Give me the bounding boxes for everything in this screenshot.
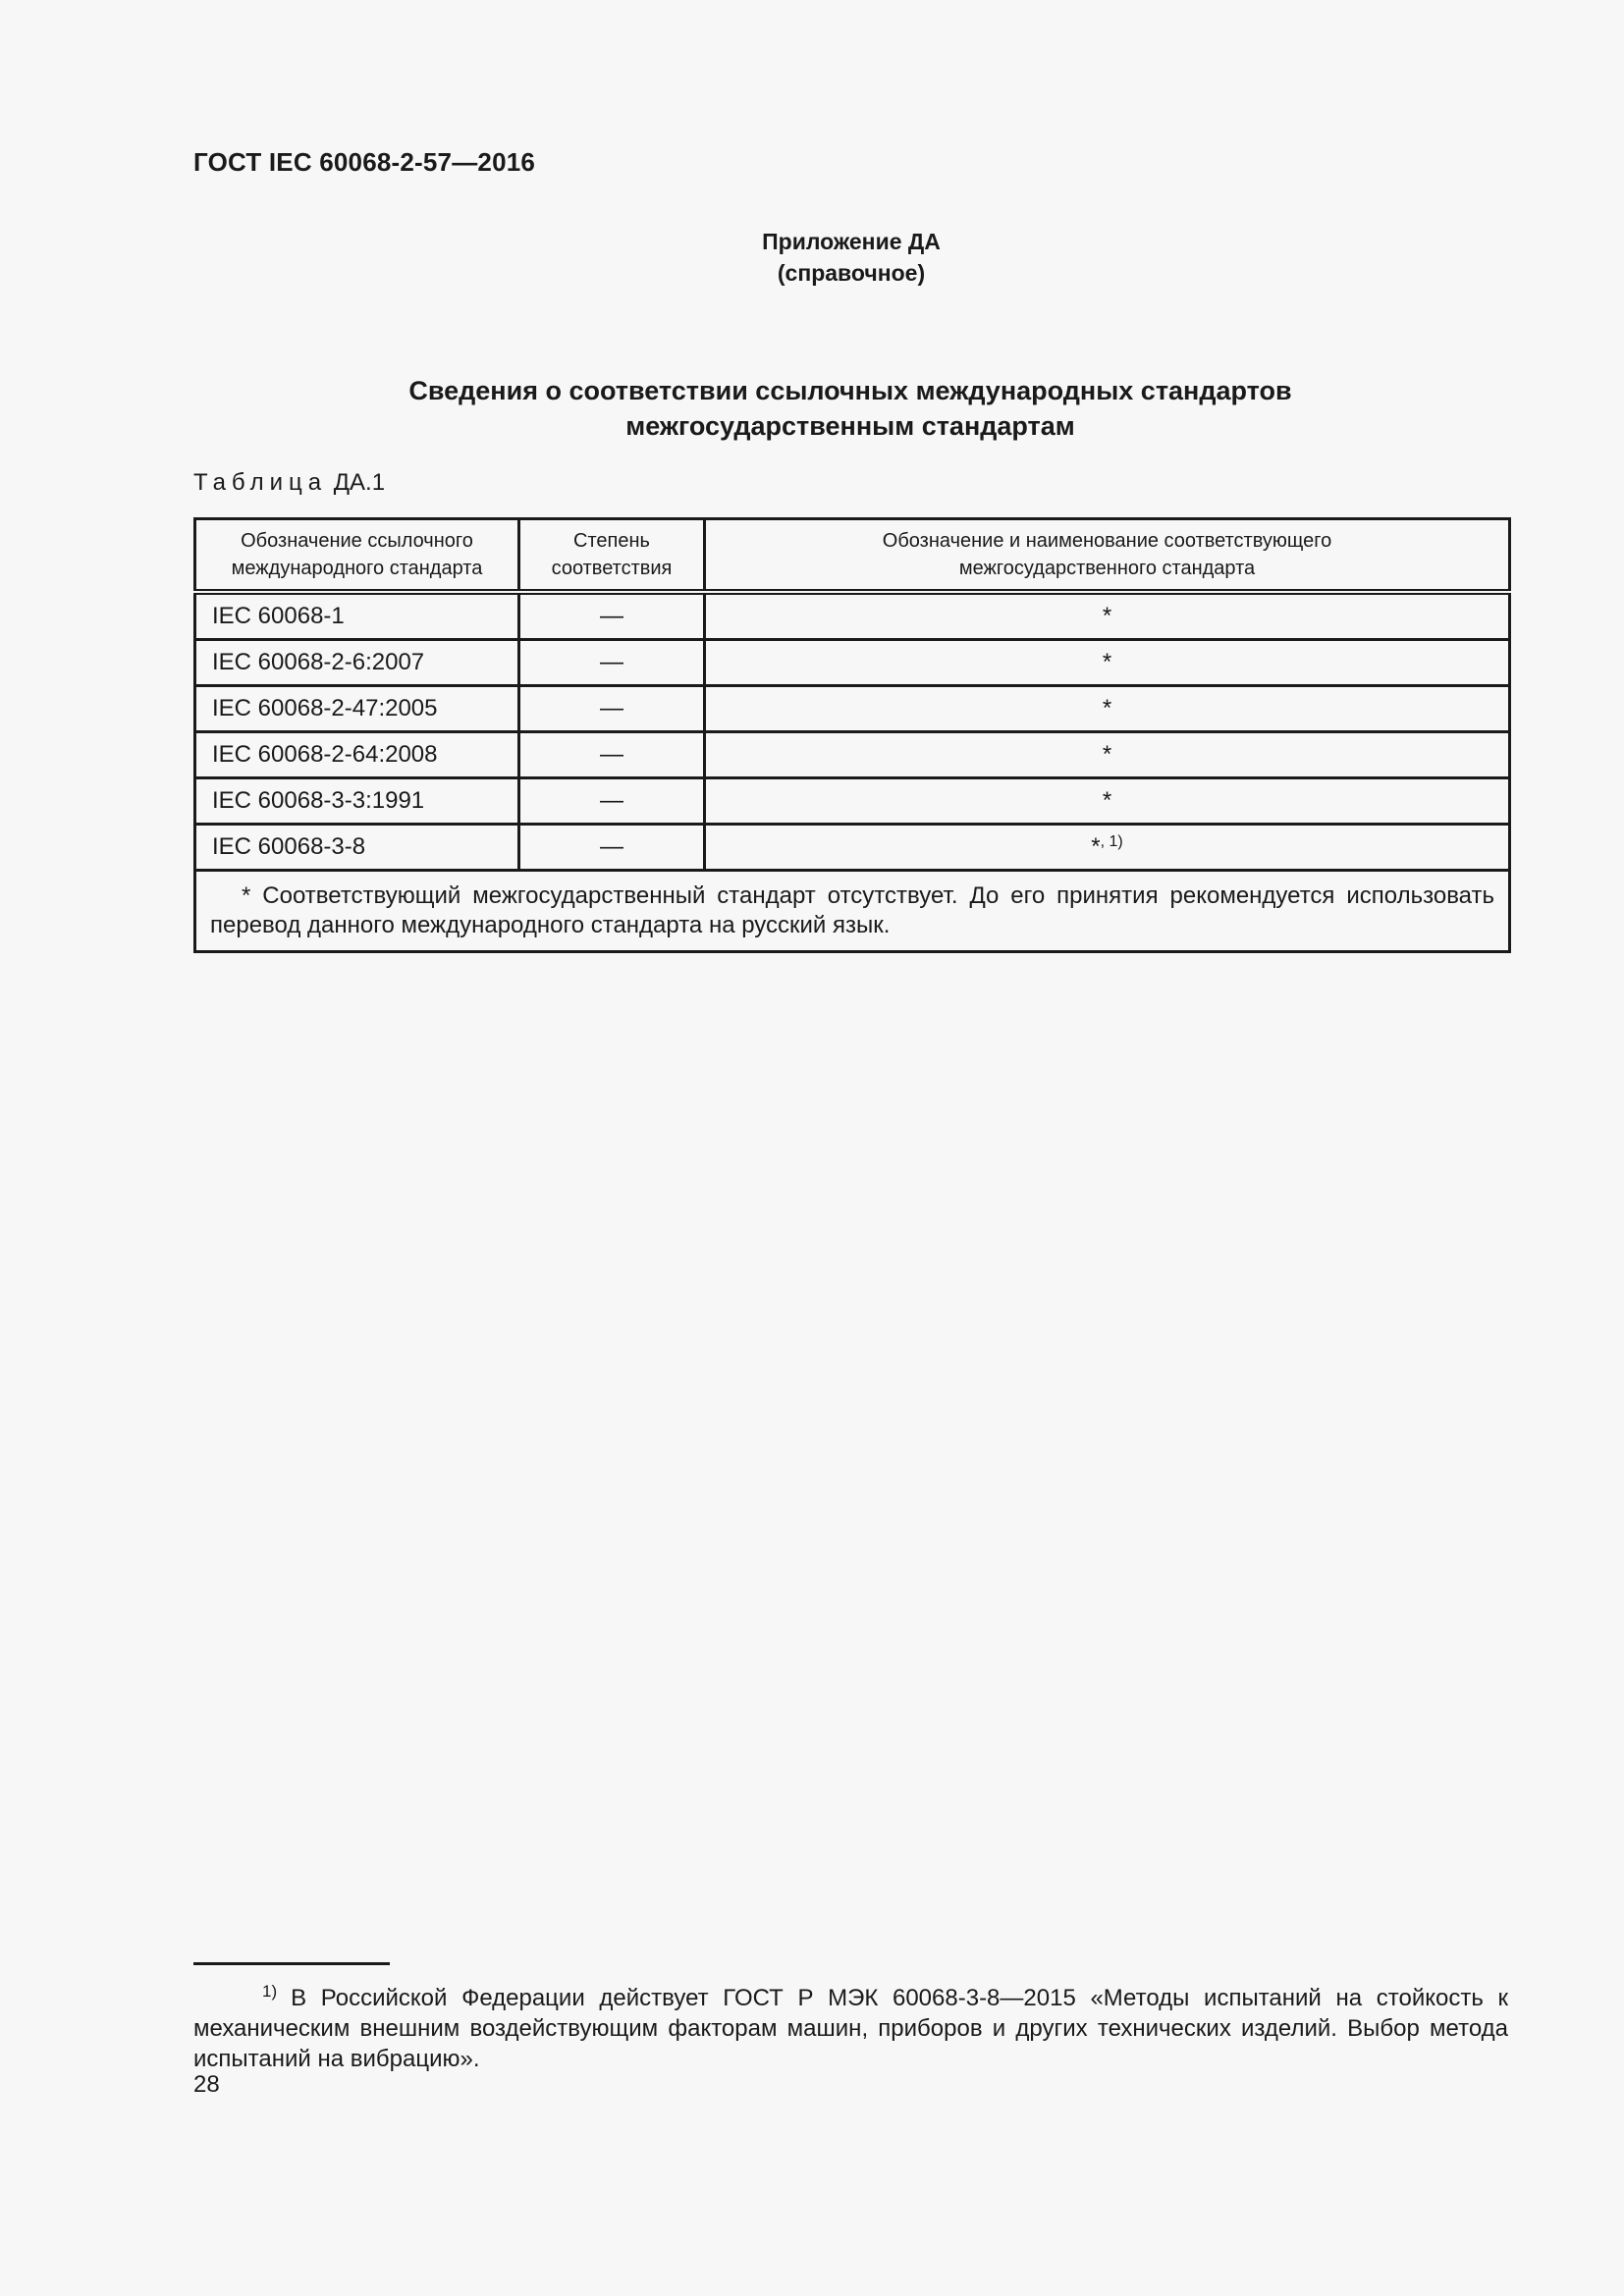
row-interstate-standard: * [705, 732, 1510, 778]
row-degree: — [519, 686, 705, 732]
table-note [195, 871, 1510, 952]
row-interstate-standard: * [705, 640, 1510, 686]
row-standard-code: IEC 60068-2-47:2005 [195, 686, 519, 732]
header-reference-standard: Обозначение ссылочного международного стандарта [195, 519, 519, 593]
standards-correspondence-table [193, 517, 1511, 953]
row-interstate-standard: * [705, 778, 1510, 825]
row-interstate-standard: * [705, 686, 1510, 732]
row-degree: — [519, 640, 705, 686]
row-standard-code: IEC 60068-2-64:2008 [195, 732, 519, 778]
footnote-marker: 1) [262, 1982, 278, 2001]
row-degree: — [519, 732, 705, 778]
table-label-word: Таблица [193, 469, 328, 496]
table-row [195, 825, 1510, 871]
row-degree: — [519, 592, 705, 640]
table-label [193, 469, 385, 497]
table-row [195, 778, 1510, 825]
section-title-line-1: Сведения о соответствии ссылочных международных стандартов [408, 376, 1292, 405]
document-code-header: ГОСТ IEC 60068-2-57—2016 [193, 147, 536, 177]
table-label-number: ДА.1 [333, 469, 386, 496]
table-header-row [195, 519, 1510, 593]
header-degree-of-correspondence: Степень соответствия [519, 519, 705, 593]
row-standard-code: IEC 60068-2-6:2007 [195, 640, 519, 686]
row-standard-code: IEC 60068-1 [195, 592, 519, 640]
table-row [195, 732, 1510, 778]
row-standard-code: IEC 60068-3-8 [195, 825, 519, 871]
table-note-row [195, 871, 1510, 952]
annex-heading [0, 226, 1624, 289]
row-standard-code: IEC 60068-3-3:1991 [195, 778, 519, 825]
section-title-line-2: межгосударственным стандартам [625, 411, 1075, 441]
header-interstate-standard: Обозначение и наименование соответствующего межгосударственного стандарта [705, 519, 1510, 593]
annex-title: Приложение ДА [762, 229, 941, 254]
footnote-text: В Российской Федерации действует ГОСТ Р МЭК 60068-3-8—2015 «Методы испытаний на стойкость к механическим внешним воздействующим факторам машин, приборов и других технических изделий. Выбор метода испытаний на вибрацию». [193, 1985, 1508, 2072]
page-number: 28 [193, 2071, 220, 2098]
table-row [195, 686, 1510, 732]
row-degree: — [519, 825, 705, 871]
table-row [195, 592, 1510, 640]
annex-status: (справочное) [777, 260, 926, 286]
table-row [195, 640, 1510, 686]
section-title [193, 373, 1507, 444]
row-interstate-standard: * [705, 592, 1510, 640]
table-note-text: * Соответствующий межгосударственный стандарт отсутствует. До его принятия рекомендуется использовать перевод данного международного стандарта на русский язык. [210, 882, 1494, 938]
row-degree: — [519, 778, 705, 825]
footnote [193, 1976, 1508, 2074]
row-interstate-standard: *$^{, 1)}$ [705, 825, 1510, 871]
footnote-divider [193, 1962, 390, 1965]
